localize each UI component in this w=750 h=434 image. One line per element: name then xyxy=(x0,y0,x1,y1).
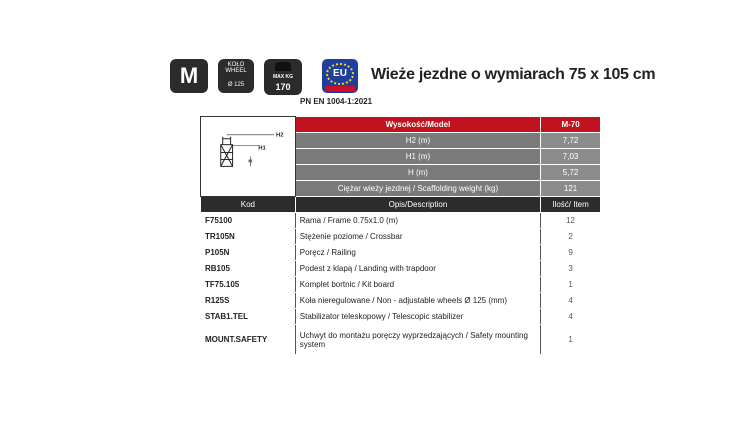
head-model: M-70 xyxy=(541,117,601,133)
table-row xyxy=(201,229,601,245)
h2-label: H2 xyxy=(276,132,284,139)
item-qty: 9 xyxy=(541,245,601,261)
h-label: H xyxy=(248,159,252,165)
table-row xyxy=(201,293,601,309)
item-desc: Poręcz / Railing xyxy=(295,245,540,261)
max-kg-value: 170 xyxy=(275,82,291,92)
column-header-desc: Opis/Description xyxy=(295,197,540,213)
item-code: TR105N xyxy=(201,229,296,245)
item-desc: Komplet bortnic / Kit board xyxy=(295,277,540,293)
page-title: Wieże jezdne o wymiarach 75 x 105 cm xyxy=(371,66,656,83)
size-m-badge: M xyxy=(170,59,208,93)
item-desc: Podest z klapą / Landing with trapdoor xyxy=(295,261,540,277)
item-code: R125S xyxy=(201,293,296,309)
item-desc: Stężenie poziome / Crossbar xyxy=(295,229,540,245)
column-header-qty: Ilość/ Item xyxy=(541,197,601,213)
item-qty: 3 xyxy=(541,261,601,277)
max-kg-label: MAX KG xyxy=(273,74,293,80)
wheel-badge-title: KOŁO WHEEL xyxy=(225,62,247,74)
spec-row-value: 7,72 xyxy=(541,133,601,149)
spec-table xyxy=(200,116,601,355)
column-header-row xyxy=(201,197,601,213)
item-code: STAB1.TEL xyxy=(201,309,296,325)
item-code: F75100 xyxy=(201,213,296,229)
flag-stripe xyxy=(325,86,355,91)
spec-row-value: 121 xyxy=(541,181,601,197)
spec-row-label: H (m) xyxy=(295,165,540,181)
norm-label: PN EN 1004-1:2021 xyxy=(300,97,373,106)
item-desc: Uchwyt do montażu poręczy wyprzedzających / Safety mounting system xyxy=(295,325,540,355)
column-header-code: Kod xyxy=(201,197,296,213)
item-desc: Koła nieregulowane / Non - adjustable wheels Ø 125 (mm) xyxy=(295,293,540,309)
item-code: P105N xyxy=(201,245,296,261)
wheel-badge xyxy=(218,59,254,93)
wheel-diameter: Ø 125 xyxy=(227,82,245,88)
table-row xyxy=(201,213,601,229)
spec-row-value: 5,72 xyxy=(541,165,601,181)
spec-row-value: 7,03 xyxy=(541,149,601,165)
table-row xyxy=(201,325,601,355)
scaffold-tower-icon xyxy=(201,117,295,196)
h1-label: H1 xyxy=(258,145,266,152)
item-qty: 1 xyxy=(541,277,601,293)
item-desc: Rama / Frame 0.75x1.0 (m) xyxy=(295,213,540,229)
table-row xyxy=(201,261,601,277)
item-qty: 1 xyxy=(541,325,601,355)
table-row xyxy=(201,309,601,325)
tower-diagram xyxy=(201,117,296,197)
spec-row-label: Ciężar wieży jezdnej / Scaffolding weight (kg) xyxy=(295,181,540,197)
item-desc: Stabilizator teleskopowy / Telescopic stabilizer xyxy=(295,309,540,325)
item-code: TF75.105 xyxy=(201,277,296,293)
weight-icon xyxy=(275,62,291,71)
item-qty: 12 xyxy=(541,213,601,229)
table-row xyxy=(201,245,601,261)
item-qty: 4 xyxy=(541,293,601,309)
eu-flag-icon xyxy=(322,59,358,93)
item-code: RB105 xyxy=(201,261,296,277)
item-qty: 2 xyxy=(541,229,601,245)
item-qty: 4 xyxy=(541,309,601,325)
spec-row-label: H2 (m) xyxy=(295,133,540,149)
eu-label: EU xyxy=(333,68,347,79)
head-label: Wysokość/Model xyxy=(295,117,540,133)
table-row xyxy=(201,277,601,293)
item-code: MOUNT.SAFETY xyxy=(201,325,296,355)
max-load-badge xyxy=(264,59,302,95)
spec-row-label: H1 (m) xyxy=(295,149,540,165)
